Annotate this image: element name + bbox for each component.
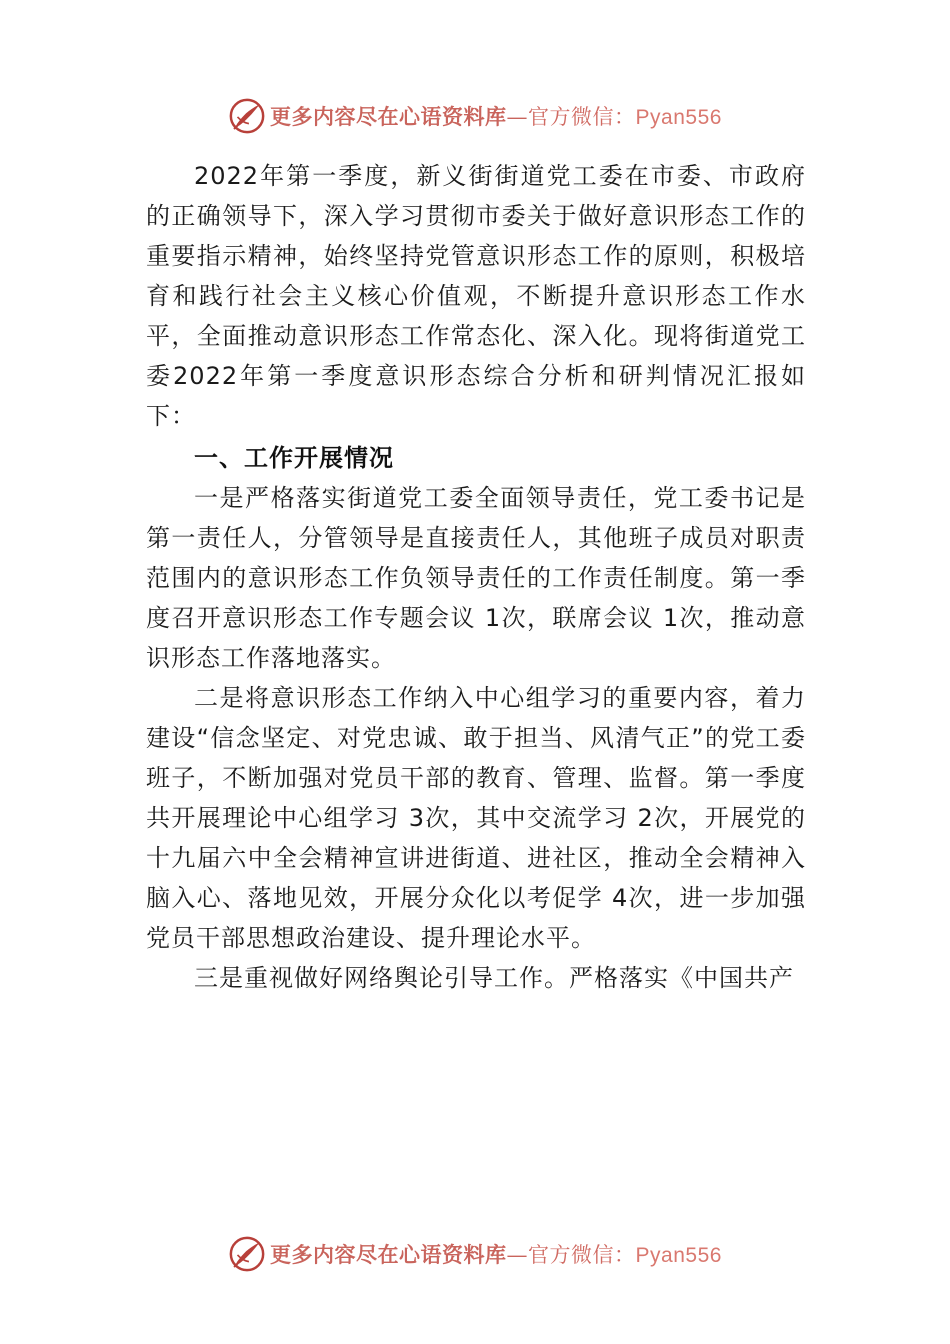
quill-logo-icon — [228, 97, 266, 135]
footer-dash: — — [506, 1243, 529, 1267]
header-banner-text — [270, 101, 722, 131]
document-body — [146, 156, 806, 998]
footer-wechat-label: 官方微信： — [528, 1243, 636, 1267]
header-brand: 更多内容尽在心语资料库 — [270, 104, 507, 129]
footer-banner — [0, 1234, 950, 1274]
header-dash: — — [506, 105, 529, 129]
footer-wechat-id: Pyan556 — [635, 1244, 722, 1267]
paragraph-2: 二是将意识形态工作纳入中心组学习的重要内容，着力建设“信念坚定、对党忠诚、敢于担当、风清气正”的党工委班子，不断加强对党员干部的教育、管理、监督。第一季度共开展理论中心组学习 3次，其中交流学习 2次，开展党的十九届六中全会精神宣讲进街道、进社区，推动全会精神入脑入心、落地见效，开展分众化以考促学 4次，进一步加强党员干部思想政治建设、提升理论水平。 — [146, 684, 806, 952]
paragraph-1: 一是严格落实街道党工委全面领导责任，党工委书记是第一责任人，分管领导是直接责任人，其他班子成员对职责范围内的意识形态工作负领导责任的工作责任制度。第一季度召开意识形态工作专题会议 1次，联席会议 1次，推动意识形态工作落地落实。 — [146, 484, 806, 672]
paragraph-3: 三是重视做好网络舆论引导工作。严格落实《中国共产 — [194, 964, 794, 992]
footer-brand: 更多内容尽在心语资料库 — [270, 1242, 507, 1267]
section-1-heading: 一、工作开展情况 — [194, 444, 394, 472]
footer-banner-text — [270, 1239, 722, 1269]
header-wechat-id: Pyan556 — [635, 106, 722, 129]
intro-paragraph: 2022年第一季度，新义街街道党工委在市委、市政府的正确领导下，深入学习贯彻市委关于做好意识形态工作的重要指示精神，始终坚持党管意识形态工作的原则，积极培育和践行社会主义核心价值观，不断提升意识形态工作水平，全面推动意识形态工作常态化、深入化。现将街道党工委2022年第一季度意识形态综合分析和研判情况汇报如下： — [146, 162, 806, 430]
header-wechat-label: 官方微信： — [528, 105, 636, 129]
header-banner — [0, 96, 950, 136]
quill-logo-icon — [228, 1235, 266, 1273]
